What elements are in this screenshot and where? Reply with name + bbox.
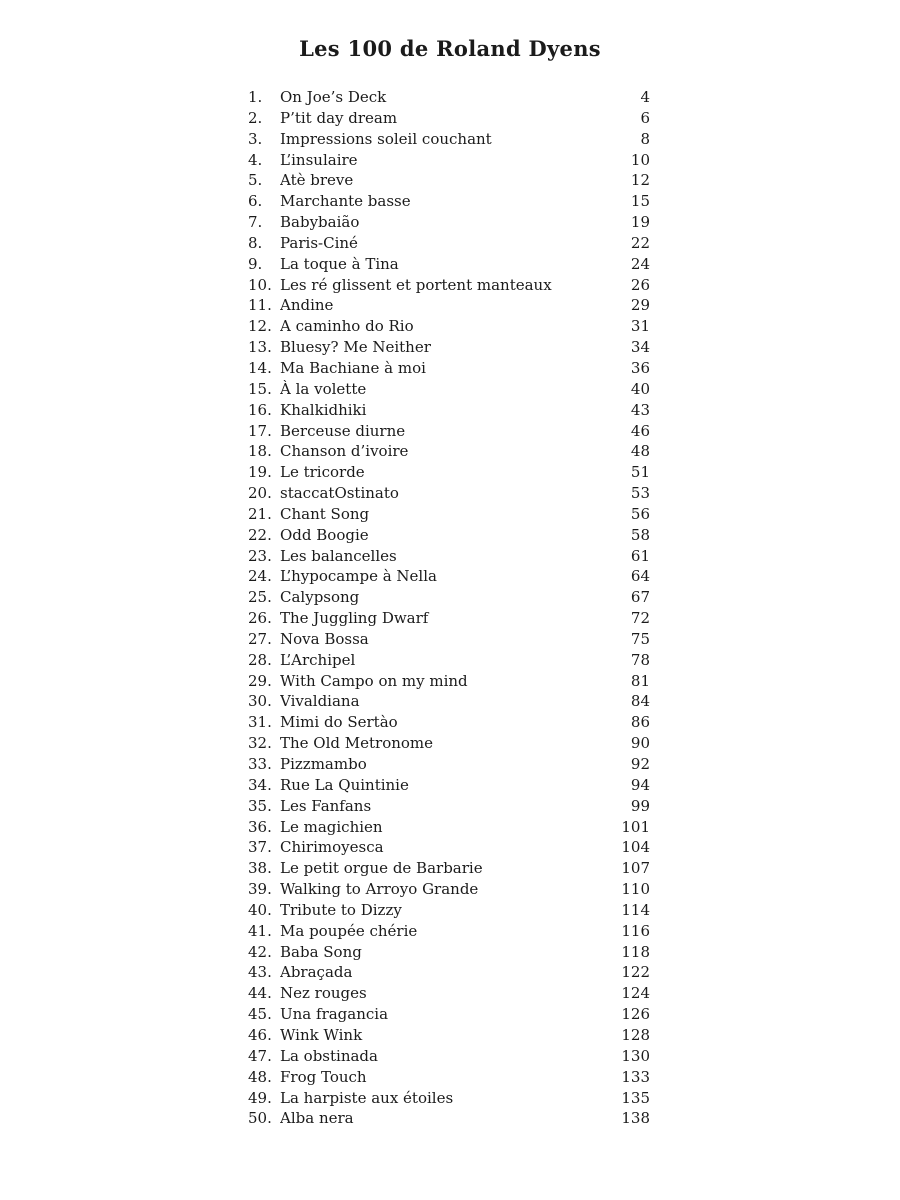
entry-number: 38.: [248, 859, 272, 878]
toc-entry-row: [248, 150, 650, 171]
entry-number: 44.: [248, 984, 272, 1003]
entry-page-number: 92: [630, 755, 650, 773]
entry-number: 43.: [248, 963, 272, 982]
entry-title: Les Fanfans: [280, 796, 372, 815]
entry-page-number: 135: [621, 1088, 650, 1107]
entry-number: 17.: [248, 421, 272, 440]
entry-page-number: 36: [630, 358, 650, 377]
entry-number: 10.: [248, 275, 272, 294]
toc-entry-row: [248, 358, 650, 379]
entry-number: 12.: [248, 317, 272, 336]
entry-number: 22.: [248, 525, 272, 544]
entry-title: Nez rouges: [280, 984, 367, 1003]
toc-entry-row: [248, 170, 650, 191]
entry-number: 32.: [248, 734, 272, 753]
toc-entry-row: [248, 546, 650, 567]
entry-page-number: 128: [621, 1025, 650, 1044]
toc-entry-row: [248, 691, 650, 712]
toc-entry-row: [248, 379, 650, 400]
entry-number: 28.: [248, 650, 272, 669]
toc-entry-row: [248, 566, 650, 587]
entry-page-number: 84: [630, 692, 650, 711]
entry-page-number: 53: [630, 484, 650, 503]
entry-page-number: 122: [621, 963, 650, 982]
entry-title: Calypsong: [280, 588, 360, 607]
entry-number: 39.: [248, 880, 272, 899]
entry-number: 1.: [248, 88, 263, 106]
toc-entry-row: [248, 837, 650, 858]
entry-number: 35.: [248, 796, 272, 815]
toc-entry-row: [248, 295, 650, 316]
toc-entry-row: [248, 671, 650, 692]
entry-page-number: 31: [630, 317, 650, 336]
entry-title: Atè breve: [280, 171, 354, 190]
toc-entry-row: [248, 1004, 650, 1025]
entry-number: 45.: [248, 1005, 272, 1024]
toc-entry-row: [248, 817, 650, 838]
toc-entry-row: [248, 441, 650, 462]
toc-entry-row: [248, 233, 650, 254]
toc-entry-row: [248, 483, 650, 504]
toc-entry-row: [248, 108, 650, 129]
toc-entry-row: [248, 462, 650, 483]
entry-number: 26.: [248, 609, 272, 628]
entry-page-number: 34: [630, 338, 650, 357]
entry-title: Baba Song: [280, 942, 362, 961]
entry-title: staccatOstinato: [280, 484, 399, 503]
entry-number: 42.: [248, 942, 272, 961]
entry-title: Mimi do Sertào: [280, 713, 398, 732]
entry-number: 24.: [248, 567, 272, 586]
entry-page-number: 86: [630, 713, 650, 732]
entry-number: 11.: [248, 296, 272, 315]
entry-title: Chant Song: [280, 504, 370, 523]
entry-title: Pizzmambo: [280, 755, 367, 773]
entry-page-number: 4: [640, 88, 650, 106]
entry-title: Frog Touch: [280, 1067, 367, 1086]
entry-page-number: 46: [630, 421, 650, 440]
toc-entry-row: [248, 858, 650, 879]
entry-title: Paris-Ciné: [280, 233, 358, 252]
entry-page-number: 78: [630, 650, 650, 669]
toc-entry-row: [248, 1088, 650, 1109]
toc-entry-row: [248, 942, 650, 963]
entry-page-number: 22: [630, 233, 650, 252]
entry-page-number: 104: [621, 838, 650, 857]
entry-title: Marchante basse: [280, 192, 411, 211]
entry-number: 20.: [248, 484, 272, 503]
entry-number: 4.: [248, 150, 263, 169]
toc-entry-row: [248, 1067, 650, 1088]
entry-number: 29.: [248, 671, 272, 690]
toc-entry-row: [248, 879, 650, 900]
entry-page-number: 8: [640, 129, 650, 148]
entry-page-number: 6: [640, 108, 650, 127]
entry-number: 34.: [248, 775, 272, 794]
toc-entry-row: [248, 754, 650, 775]
entry-page-number: 72: [630, 609, 650, 628]
entry-number: 31.: [248, 713, 272, 732]
entry-number: 9.: [248, 254, 263, 273]
entry-page-number: 10: [630, 150, 650, 169]
toc-list: [248, 87, 650, 1129]
entry-title: The Old Metronome: [280, 734, 434, 753]
entry-number: 5.: [248, 171, 263, 190]
entry-page-number: 99: [630, 796, 650, 815]
toc-entry-row: [248, 212, 650, 233]
entry-page-number: 118: [621, 942, 650, 961]
entry-number: 19.: [248, 463, 272, 482]
toc-entry-row: [248, 650, 650, 671]
entry-page-number: 58: [630, 525, 650, 544]
entry-title: Impressions soleil couchant: [280, 129, 492, 148]
entry-page-number: 43: [630, 400, 650, 419]
entry-title: Vivaldiana: [280, 692, 360, 711]
entry-page-number: 90: [630, 734, 650, 753]
page-title: Les 100 de Roland Dyens: [299, 36, 601, 61]
entry-title: L’insulaire: [280, 150, 358, 169]
entry-title: Alba nera: [280, 1109, 354, 1128]
entry-title: Ma Bachiane à moi: [280, 358, 426, 377]
entry-title: Odd Boogie: [280, 525, 369, 544]
entry-title: Rue La Quintinie: [280, 775, 409, 794]
entry-title: Le petit orgue de Barbarie: [280, 859, 483, 878]
entry-title: Les ré glissent et portent manteaux: [280, 275, 552, 294]
toc-entry-row: [248, 629, 650, 650]
toc-entry-row: [248, 921, 650, 942]
entry-title: Berceuse diurne: [280, 421, 406, 440]
entry-number: 6.: [248, 192, 263, 211]
toc-entry-row: [248, 400, 650, 421]
toc-entry-row: [248, 316, 650, 337]
entry-title: P’tit day dream: [280, 108, 398, 127]
entry-title: Babybaião: [280, 213, 360, 232]
toc-entry-row: [248, 900, 650, 921]
entry-page-number: 116: [621, 921, 650, 940]
entry-page-number: 48: [630, 442, 650, 461]
entry-title: Les balancelles: [280, 546, 397, 565]
entry-page-number: 56: [630, 504, 650, 523]
entry-number: 47.: [248, 1046, 272, 1065]
entry-page-number: 12: [630, 171, 650, 190]
toc-entry-row: [248, 712, 650, 733]
entry-number: 18.: [248, 442, 272, 461]
entry-page-number: 114: [621, 900, 650, 919]
entry-number: 21.: [248, 504, 272, 523]
entry-number: 49.: [248, 1088, 272, 1107]
entry-page-number: 94: [630, 775, 650, 794]
entry-title: Andine: [280, 296, 334, 315]
entry-number: 13.: [248, 338, 272, 357]
entry-title: L’Archipel: [280, 650, 356, 669]
entry-title: The Juggling Dwarf: [280, 609, 429, 628]
entry-page-number: 64: [630, 567, 650, 586]
entry-number: 41.: [248, 921, 272, 940]
toc-entry-row: [248, 587, 650, 608]
entry-title: With Campo on my mind: [280, 671, 468, 690]
entry-page-number: 110: [621, 880, 650, 899]
entry-page-number: 133: [621, 1067, 650, 1086]
entry-title: Nova Bossa: [280, 629, 369, 648]
entry-number: 33.: [248, 755, 272, 773]
entry-title: À la volette: [280, 379, 367, 398]
entry-page-number: 51: [630, 463, 650, 482]
entry-number: 46.: [248, 1025, 272, 1044]
entry-title: Walking to Arroyo Grande: [280, 880, 479, 899]
entry-page-number: 29: [630, 296, 650, 315]
entry-number: 7.: [248, 213, 263, 232]
entry-page-number: 81: [630, 671, 650, 690]
entry-number: 23.: [248, 546, 272, 565]
toc-entry-row: [248, 1108, 650, 1129]
entry-page-number: 61: [630, 546, 650, 565]
entry-number: 27.: [248, 629, 272, 648]
entry-number: 16.: [248, 400, 272, 419]
entry-page-number: 138: [621, 1109, 650, 1128]
entry-number: 3.: [248, 129, 263, 148]
entry-title: Le tricorde: [280, 463, 365, 482]
entry-title: La harpiste aux étoiles: [280, 1088, 454, 1107]
toc-entry-row: [248, 129, 650, 150]
entry-title: Ma poupée chérie: [280, 921, 418, 940]
entry-title: Chanson d’ivoire: [280, 442, 409, 461]
entry-title: Tribute to Dizzy: [280, 900, 402, 919]
entry-number: 48.: [248, 1067, 272, 1086]
toc-entry-row: [248, 1046, 650, 1067]
entry-page-number: 130: [621, 1046, 650, 1065]
entry-number: 15.: [248, 379, 272, 398]
entry-title: L’hypocampe à Nella: [280, 567, 437, 586]
entry-title: On Joe’s Deck: [280, 88, 387, 106]
toc-entry-row: [248, 796, 650, 817]
entry-number: 30.: [248, 692, 272, 711]
entry-number: 14.: [248, 358, 272, 377]
toc-entry-row: [248, 87, 650, 108]
entry-title: Khalkidhiki: [280, 400, 367, 419]
entry-number: 2.: [248, 108, 263, 127]
entry-title: Una fragancia: [280, 1005, 389, 1024]
entry-page-number: 40: [630, 379, 650, 398]
entry-page-number: 101: [621, 817, 650, 836]
entry-title: La obstinada: [280, 1046, 378, 1065]
toc-entry-row: [248, 337, 650, 358]
entry-title: A caminho do Rio: [280, 317, 414, 336]
entry-title: Bluesy? Me Neither: [280, 338, 431, 357]
entry-page-number: 124: [621, 984, 650, 1003]
entry-number: 25.: [248, 588, 272, 607]
entry-page-number: 24: [630, 254, 650, 273]
entry-number: 36.: [248, 817, 272, 836]
toc-entry-row: [248, 733, 650, 754]
entry-page-number: 107: [621, 859, 650, 878]
entry-title: Wink Wink: [280, 1025, 363, 1044]
toc-entry-row: [248, 983, 650, 1004]
toc-entry-row: [248, 504, 650, 525]
toc-entry-row: [248, 608, 650, 629]
entry-title: Abraçada: [280, 963, 353, 982]
entry-page-number: 75: [630, 629, 650, 648]
entry-number: 40.: [248, 900, 272, 919]
toc-entry-row: [248, 275, 650, 296]
entry-page-number: 19: [630, 213, 650, 232]
entry-page-number: 26: [630, 275, 650, 294]
entry-title: Le magichien: [280, 817, 383, 836]
entry-number: 8.: [248, 233, 263, 252]
entry-number: 50.: [248, 1109, 272, 1128]
toc-entry-row: [248, 254, 650, 275]
entry-page-number: 126: [621, 1005, 650, 1024]
toc-entry-row: [248, 421, 650, 442]
entry-title: La toque à Tina: [280, 254, 399, 273]
toc-entry-row: [248, 962, 650, 983]
entry-page-number: 67: [630, 588, 650, 607]
toc-entry-row: [248, 525, 650, 546]
entry-page-number: 15: [630, 192, 650, 211]
entry-title: Chirimoyesca: [280, 838, 384, 857]
toc-entry-row: [248, 775, 650, 796]
toc-entry-row: [248, 191, 650, 212]
toc-entry-row: [248, 1025, 650, 1046]
entry-number: 37.: [248, 838, 272, 857]
